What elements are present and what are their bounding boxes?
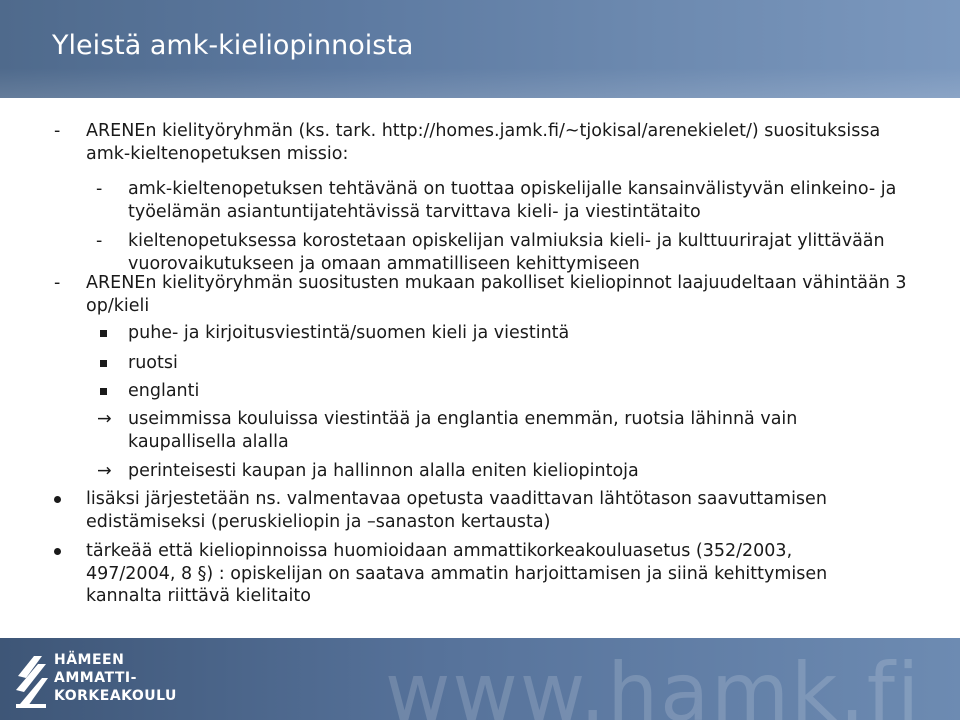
arrow-bullet-icon: → (97, 409, 112, 429)
dash-bullet-icon: - (54, 273, 61, 293)
bullet-text-line: kannalta riittävä kielitaito (86, 586, 311, 606)
bullet-text-line: ARENEn kielityöryhmän suositusten mukaan pakolliset kieliopinnot laajuudeltaan vähintään 3 (86, 273, 907, 293)
bullet-text-line: useimmissa kouluissa viestintää ja englantia enemmän, ruotsia lähinnä vain (128, 409, 798, 429)
logo-line-korkeakoulu: KORKEAKOULU (54, 688, 177, 704)
dash-bullet-icon: - (96, 179, 103, 199)
bullet-text-line: 497/2004, 8 §) : opiskelijan on saatava ammatin harjoittamisen ja siinä kehittymisen (86, 563, 828, 584)
square-bullet-icon (100, 388, 107, 395)
dot-bullet-icon (54, 548, 61, 555)
bullet-text-line: amk-kieltenopetuksen missio: (86, 143, 349, 164)
bullet-text-line: tärkeää että kieliopinnoissa huomioidaan ammattikorkeakouluasetus (352/2003, (86, 541, 793, 561)
logo-line-hameen: HÄMEEN (54, 652, 125, 668)
bullet-text-line: edistämiseksi (peruskieliopin ja –sanaston kertausta) (86, 511, 551, 532)
slide-content (0, 110, 960, 630)
square-bullet-icon (100, 330, 107, 337)
logo-line-ammatti: AMMATTI- (54, 670, 137, 686)
square-bullet-icon (100, 360, 107, 367)
title-banner (0, 0, 960, 98)
footer-banner (0, 638, 960, 720)
website-watermark: www.hamk.fi (385, 646, 922, 720)
bullet-text-line: kieltenopetuksessa korostetaan opiskelijan valmiuksia kieli- ja kulttuurirajat ylittävään (128, 231, 885, 251)
bullet-text-line: ARENEn kielityöryhmän (ks. tark. http://homes.jamk.fi/~tjokisal/arenekielet/) suosituksissa (86, 121, 881, 141)
bullet-text-line: työelämän asiantuntijatehtävissä tarvittava kieli- ja viestintätaito (128, 201, 701, 222)
bullet-text-line: puhe- ja kirjoitusviestintä/suomen kieli ja viestintä (128, 323, 570, 343)
dash-bullet-icon: - (96, 231, 103, 251)
bullet-text-line: amk-kieltenopetuksen tehtävänä on tuottaa opiskelijalle kansainvälistyvän elinkeino- ja (128, 179, 897, 199)
dot-bullet-icon (54, 496, 61, 503)
dash-bullet-icon: - (54, 121, 61, 141)
bullet-text-line: vuorovaikutukseen ja omaan ammatilliseen kehittymiseen (128, 253, 640, 274)
bullet-text-line: perinteisesti kaupan ja hallinnon alalla eniten kieliopintoja (128, 461, 639, 481)
bullet-text-line: ruotsi (128, 353, 178, 373)
bullet-text-line: kaupallisella alalla (128, 431, 289, 452)
arrow-bullet-icon: → (97, 461, 112, 481)
bullet-text-line: lisäksi järjestetään ns. valmentavaa opetusta vaadittavan lähtötason saavuttamisen (86, 489, 827, 509)
bullet-text-line: op/kieli (86, 295, 150, 316)
hamk-logo-icon (14, 648, 50, 710)
banner-fade (0, 68, 960, 98)
slide-title: Yleistä amk-kieliopinnoista (52, 30, 414, 61)
bullet-text-line: englanti (128, 381, 200, 401)
